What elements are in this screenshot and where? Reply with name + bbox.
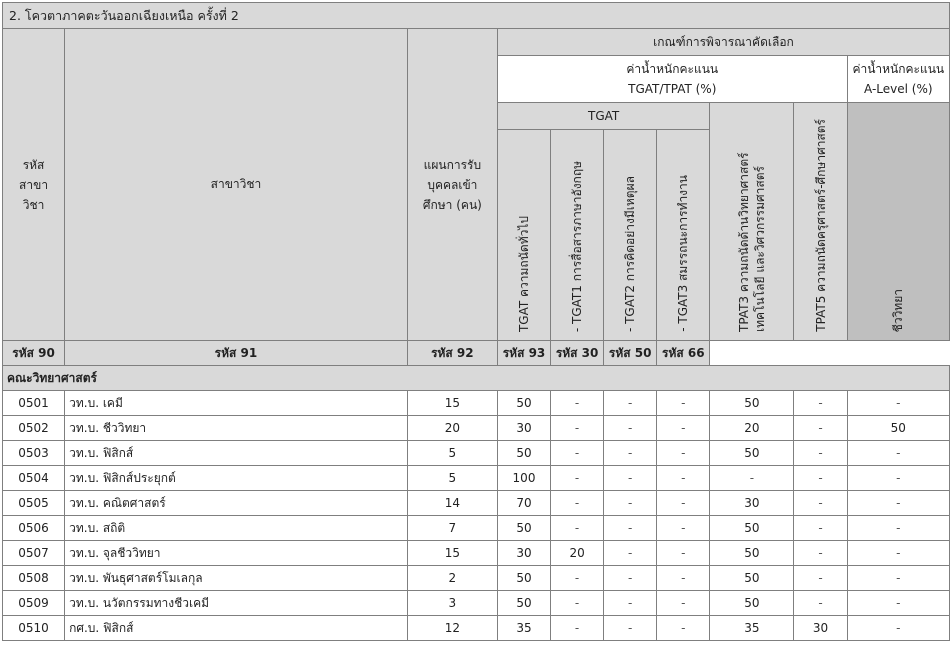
score-weight: -: [657, 516, 710, 541]
score-weight: -: [551, 516, 604, 541]
header-subject-tpat5: TPAT5 ความถนัดครุศาสตร์-ศึกษาศาสตร์: [794, 103, 847, 341]
score-weight: -: [847, 491, 949, 516]
score-weight: 70: [497, 491, 550, 516]
score-weight: -: [794, 566, 847, 591]
program-name: วท.บ. นวัตกรรมทางชีวเคมี: [65, 591, 408, 616]
score-weight: 35: [710, 616, 794, 641]
score-weight: -: [847, 591, 949, 616]
score-weight: -: [604, 591, 657, 616]
score-weight: -: [794, 441, 847, 466]
score-weight: -: [604, 541, 657, 566]
score-weight: 50: [497, 441, 550, 466]
plan-count: 15: [407, 541, 497, 566]
score-weight: -: [794, 416, 847, 441]
table-row: [3, 391, 950, 416]
program-name: วท.บ. ชีววิทยา: [65, 416, 408, 441]
score-weight: -: [710, 466, 794, 491]
score-weight: 50: [710, 441, 794, 466]
score-weight: -: [604, 516, 657, 541]
score-weight: -: [657, 616, 710, 641]
score-weight: 50: [710, 541, 794, 566]
score-weight: -: [847, 566, 949, 591]
score-weight: -: [847, 441, 949, 466]
score-weight: -: [657, 591, 710, 616]
score-weight: -: [604, 441, 657, 466]
score-weight: -: [551, 566, 604, 591]
score-weight: -: [551, 491, 604, 516]
program-name: วท.บ. คณิตศาสตร์: [65, 491, 408, 516]
score-weight: -: [847, 466, 949, 491]
score-weight: 20: [551, 541, 604, 566]
score-weight: 50: [710, 391, 794, 416]
score-weight: -: [604, 566, 657, 591]
plan-count: 5: [407, 466, 497, 491]
score-weight: 50: [497, 591, 550, 616]
code-66: รหัส 66: [657, 341, 710, 366]
program-code: 0503: [3, 441, 65, 466]
table-row: [3, 466, 950, 491]
faculty-heading: คณะวิทยาศาสตร์: [3, 366, 950, 391]
program-code: 0507: [3, 541, 65, 566]
table-row: [3, 591, 950, 616]
plan-count: 20: [407, 416, 497, 441]
score-weight: -: [604, 616, 657, 641]
program-code: 0505: [3, 491, 65, 516]
header-program-name: สาขาวิชา: [65, 29, 408, 341]
header-tgat-group: TGAT: [497, 103, 709, 130]
score-weight: -: [551, 391, 604, 416]
program-code: 0502: [3, 416, 65, 441]
score-weight: -: [657, 566, 710, 591]
header-criteria: เกณฑ์การพิจารณาคัดเลือก: [497, 29, 949, 56]
score-weight: 50: [497, 566, 550, 591]
program-name: วท.บ. พันธุศาสตร์โมเลกุล: [65, 566, 408, 591]
code-30: รหัส 30: [551, 341, 604, 366]
score-weight: -: [551, 591, 604, 616]
score-weight: 35: [497, 616, 550, 641]
header-weight-alevel: ค่าน้ำหนักคะแนน A-Level (%): [847, 56, 949, 103]
plan-count: 2: [407, 566, 497, 591]
program-name: วท.บ. จุลชีววิทยา: [65, 541, 408, 566]
score-weight: -: [794, 591, 847, 616]
program-code: 0508: [3, 566, 65, 591]
score-weight: -: [847, 616, 949, 641]
score-weight: -: [604, 416, 657, 441]
code-91: รหัส 91: [65, 341, 408, 366]
score-weight: 30: [497, 541, 550, 566]
header-subject-tpat3: TPAT3 ความถนัดด้านวิทยาศาสตร์ เทคโนโลยี และวิศวกรรมศาสตร์: [710, 103, 794, 341]
table-row: [3, 541, 950, 566]
score-weight: 50: [497, 391, 550, 416]
table-row: [3, 566, 950, 591]
plan-count: 12: [407, 616, 497, 641]
code-93: รหัส 93: [497, 341, 550, 366]
score-weight: -: [657, 541, 710, 566]
score-weight: -: [794, 466, 847, 491]
plan-count: 15: [407, 391, 497, 416]
plan-count: 5: [407, 441, 497, 466]
program-code: 0504: [3, 466, 65, 491]
score-weight: 30: [710, 491, 794, 516]
score-weight: -: [657, 466, 710, 491]
table-row: [3, 516, 950, 541]
program-name: วท.บ. สถิติ: [65, 516, 408, 541]
score-weight: -: [794, 516, 847, 541]
score-weight: 30: [794, 616, 847, 641]
plan-count: 3: [407, 591, 497, 616]
score-weight: -: [657, 391, 710, 416]
program-name: วท.บ. เคมี: [65, 391, 408, 416]
plan-count: 7: [407, 516, 497, 541]
score-weight: 50: [497, 516, 550, 541]
score-weight: -: [794, 391, 847, 416]
program-code: 0509: [3, 591, 65, 616]
table-row: [3, 616, 950, 641]
program-code: 0510: [3, 616, 65, 641]
score-weight: -: [551, 616, 604, 641]
header-subject-biology: ชีววิทยา: [847, 103, 949, 341]
code-90: รหัส 90: [3, 341, 65, 366]
score-weight: -: [794, 541, 847, 566]
score-weight: 50: [710, 591, 794, 616]
score-weight: 20: [710, 416, 794, 441]
score-weight: -: [604, 491, 657, 516]
score-weight: -: [847, 391, 949, 416]
score-weight: -: [551, 441, 604, 466]
header-subject-tgat3: - TGAT3 สมรรถนะการทำงาน: [657, 130, 710, 341]
program-name: วท.บ. ฟิสิกส์: [65, 441, 408, 466]
quota-table: [2, 2, 950, 641]
program-code: 0506: [3, 516, 65, 541]
score-weight: -: [604, 466, 657, 491]
score-weight: -: [604, 391, 657, 416]
score-weight: -: [794, 491, 847, 516]
code-92: รหัส 92: [407, 341, 497, 366]
score-weight: -: [657, 441, 710, 466]
score-weight: 50: [847, 416, 949, 441]
table-row: [3, 416, 950, 441]
score-weight: -: [847, 541, 949, 566]
score-weight: 30: [497, 416, 550, 441]
program-code: 0501: [3, 391, 65, 416]
header-plan: แผนการรับ บุคคลเข้าศึกษา (คน): [407, 29, 497, 341]
score-weight: 50: [710, 566, 794, 591]
table-row: [3, 441, 950, 466]
score-weight: 100: [497, 466, 550, 491]
score-weight: -: [847, 516, 949, 541]
plan-count: 14: [407, 491, 497, 516]
score-weight: -: [657, 416, 710, 441]
header-subject-tgat: TGAT ความถนัดทั่วไป: [497, 130, 550, 341]
table-title: 2. โควตาภาคตะวันออกเฉียงเหนือ ครั้งที่ 2: [3, 3, 950, 29]
program-name: กศ.บ. ฟิสิกส์: [65, 616, 408, 641]
program-name: วท.บ. ฟิสิกส์ประยุกต์: [65, 466, 408, 491]
score-weight: -: [551, 416, 604, 441]
code-50: รหัส 50: [604, 341, 657, 366]
score-weight: -: [657, 491, 710, 516]
score-weight: 50: [710, 516, 794, 541]
header-weight-tgat-tpat: ค่าน้ำหนักคะแนน TGAT/TPAT (%): [497, 56, 847, 103]
header-subject-tgat1: - TGAT1 การสื่อสารภาษาอังกฤษ: [551, 130, 604, 341]
score-weight: -: [551, 466, 604, 491]
header-program-code: รหัส สาขาวิชา: [3, 29, 65, 341]
header-subject-tgat2: - TGAT2 การคิดอย่างมีเหตุผล: [604, 130, 657, 341]
program-rows: [3, 391, 950, 641]
table-row: [3, 491, 950, 516]
